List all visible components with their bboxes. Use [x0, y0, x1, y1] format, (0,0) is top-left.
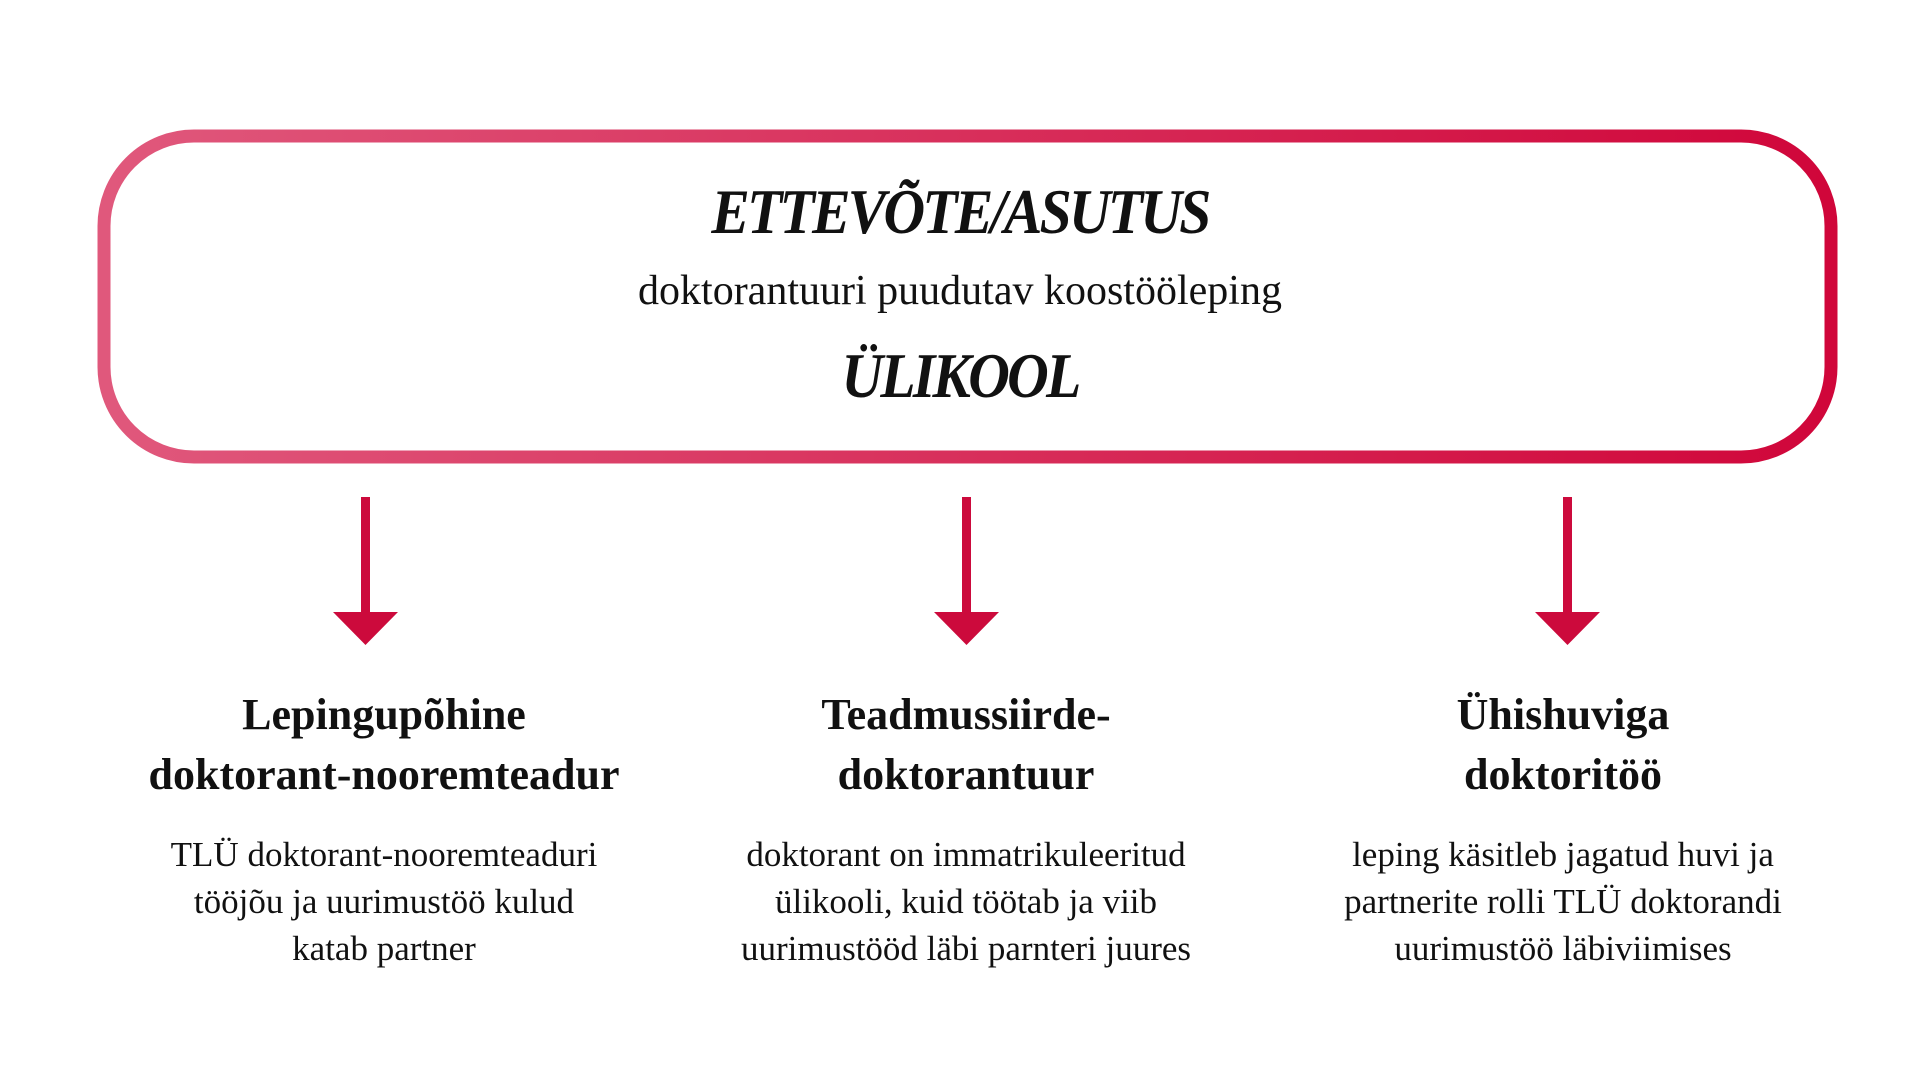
- column-text-line: uurimustööd läbi parnteri juures: [740, 929, 1192, 968]
- column-text-line: TLÜ doktorant-nooremteaduri: [170, 835, 598, 874]
- agreement-box: [100, 130, 1820, 460]
- column-shared-interest: [1283, 685, 1843, 972]
- column-title-line: doktoritöö: [1464, 750, 1662, 799]
- column-text-line: leping käsitleb jagatud huvi ja: [1352, 835, 1774, 874]
- company-institution-label: ETTEVÕTE/ASUTUS: [711, 176, 1209, 247]
- column-description: [104, 831, 664, 972]
- column-title-line: doktorantuur: [837, 750, 1095, 799]
- university-label: ÜLIKOOL: [841, 340, 1079, 411]
- column-text-line: partnerite rolli TLÜ doktorandi: [1344, 882, 1782, 921]
- column-title-line: Lepingupõhine: [242, 690, 526, 739]
- column-text-line: katab partner: [292, 929, 476, 968]
- column-text-line: doktorant on immatrikuleeritud: [746, 835, 1186, 874]
- arrow-left: [333, 497, 398, 645]
- column-description: [686, 831, 1246, 972]
- column-text-line: ülikooli, kuid töötab ja viib: [774, 882, 1158, 921]
- column-contract-based: [104, 685, 664, 972]
- column-text-line: uurimustöö läbiviimises: [1394, 929, 1732, 968]
- arrow-right: [1535, 497, 1600, 645]
- column-text-line: tööjõu ja uurimustöö kulud: [193, 882, 575, 921]
- column-description: [1283, 831, 1843, 972]
- column-knowledge-transfer: [686, 685, 1246, 972]
- arrow-middle: [934, 497, 999, 645]
- column-title-line: Ühishuviga: [1456, 690, 1670, 739]
- column-title: [1283, 685, 1843, 805]
- column-title: [686, 685, 1246, 805]
- column-title-line: Teadmussiirde-: [821, 690, 1111, 739]
- column-title: [104, 685, 664, 805]
- column-title-line: doktorant-nooremteadur: [148, 750, 620, 799]
- agreement-description: doktorantuuri puudutav koostööleping: [638, 268, 1282, 314]
